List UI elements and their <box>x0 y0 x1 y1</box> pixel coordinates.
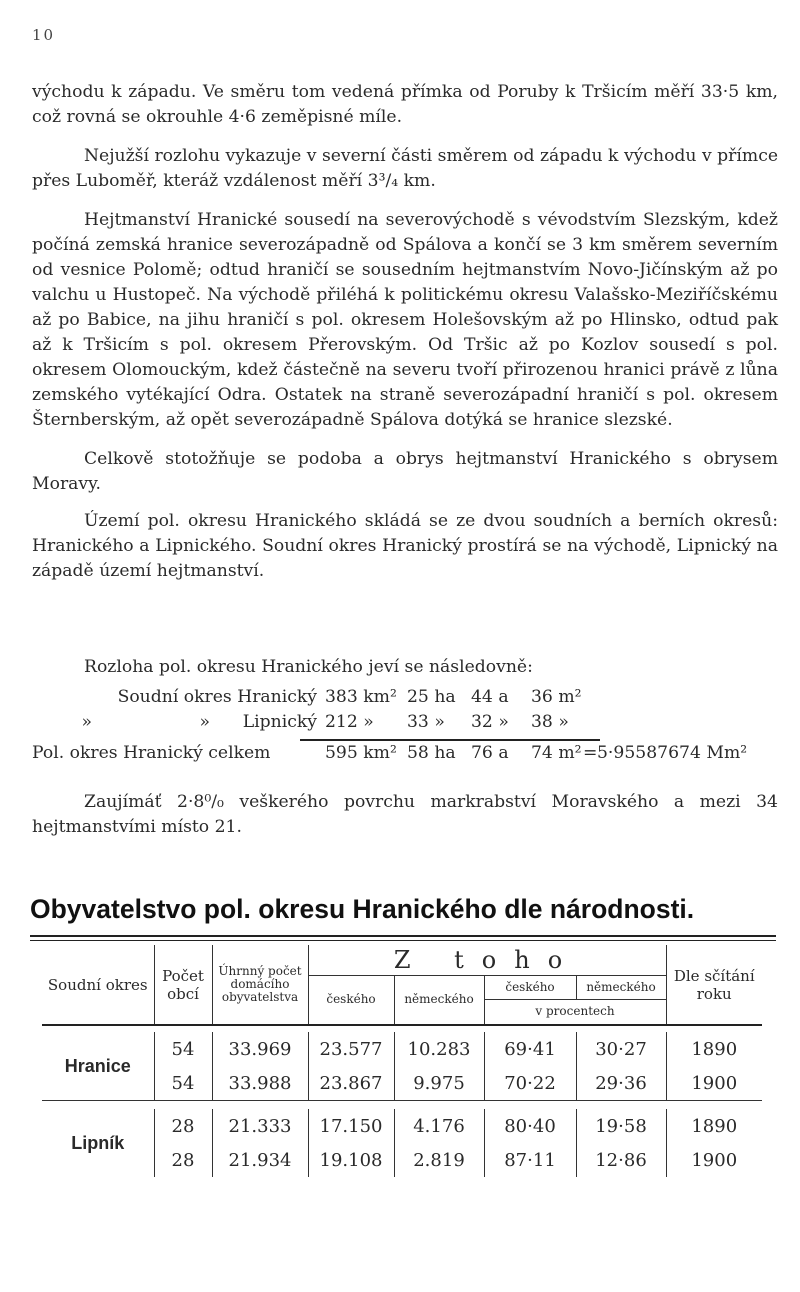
area-row2-km2: 212 » <box>325 712 374 732</box>
header-uhrnny: Úhrnný počet domácího obyvatelstva <box>212 945 308 1025</box>
header-soudni-okres: Soudní okres <box>47 975 148 994</box>
area-row-lipnicky <box>32 710 778 735</box>
area-total-a: 76 a <box>471 743 509 763</box>
table-top-rule-thin <box>30 940 776 941</box>
cell-obci: 54 <box>154 1066 212 1101</box>
paragraph-4: Celkově stotožňuje se podoba a obrys hejtmanství Hranického s obrysem Moravy. <box>32 449 778 494</box>
area-total-mm2: 5·95587674 Mm² <box>597 743 748 763</box>
table-row <box>42 1032 762 1066</box>
area-row2-m2: 38 » <box>531 712 569 732</box>
area-total-ha: 58 ha <box>407 743 456 763</box>
header-dle-scitani: Dle sčítání roku <box>666 945 762 1025</box>
area-row2-ditto-1: » <box>81 712 92 732</box>
header-z-toho: Z toho <box>308 945 666 975</box>
table-top-rule <box>30 935 776 937</box>
cell-de-pct: 12·86 <box>576 1143 666 1177</box>
header-nemeckeho-pct: německého <box>576 975 666 999</box>
header-ceskeho-pct: českého <box>484 975 576 999</box>
area-row2-a: 32 » <box>471 712 509 732</box>
area-total-label: Pol. okres Hranický celkem <box>32 743 271 763</box>
cell-cz: 23.867 <box>308 1066 394 1101</box>
area-total-equals: = <box>583 743 598 763</box>
area-row2-label: Lipnický <box>242 712 317 732</box>
header-v-procentech: v procentech <box>484 999 666 1025</box>
area-summary <box>32 655 778 766</box>
cell-cz: 23.577 <box>308 1032 394 1066</box>
cell-rok: 1900 <box>666 1143 762 1177</box>
paragraph-2: Nejužší rozlohu vykazuje v severní části směrem od západu k východu v přímce přes Luboměř, kteráž vzdálenost měří 3³/₄ km. <box>32 146 778 191</box>
paragraph-3: Hejtmanství Hranické sousedí na severovýchodě s vévodstvím Slezským, kdež počíná zemská hranice severozápadně od Spálova a končí se 3 km směrem severním od vesnice Polomě; odtud hraničí se sousedním hejtmanstvím Novo-Jičínským až po valchu u Hustopeč. Na východě přiléhá k politickému okresu Valašsko-Meziříčskému až po Babice, na jihu hraničí s pol. okresem Holešovským až po Hlinsko, odtud pak až k Tršicím s pol. okresem Přerovským. Od Tršic až po Kozlov sousedí s pol. okresem Olomouckým, kdež částečně na severu tvoří přirozenou hranici právě z lůna zemského vytékající Odra. Ostatek na straně severozápadní hraničí s pol. okresem Šternberským, až opět severozápadně Spálova dotýká se hranice slezské. <box>32 210 778 430</box>
area-row1-a: 44 a <box>471 687 509 707</box>
cell-cz-pct: 69·41 <box>484 1032 576 1066</box>
header-ceskeho: českého <box>308 975 394 1025</box>
header-pocet-obci: Počet obcí <box>154 945 212 1025</box>
area-row1-m2: 36 m² <box>531 687 582 707</box>
page-number: 10 <box>32 26 56 44</box>
paragraph-6: Zaujímáť 2·8⁰/₀ veškerého povrchu markrabství Moravského a mezi 34 hejtmanstvími místo 21. <box>32 792 778 837</box>
district-hranice: Hranice <box>64 1055 131 1076</box>
nationality-table <box>42 945 762 1177</box>
area-row2-ditto-2: » <box>199 712 210 732</box>
cell-de-pct: 29·36 <box>576 1066 666 1101</box>
cell-obci: 28 <box>154 1109 212 1143</box>
cell-cz: 19.108 <box>308 1143 394 1177</box>
body-text <box>32 80 778 598</box>
cell-de: 2.819 <box>394 1143 484 1177</box>
table-row <box>42 1109 762 1143</box>
district-lipnik: Lipník <box>71 1132 125 1153</box>
paragraph-5: Území pol. okresu Hranického skládá se ze dvou soudních a berních okresů: Hranického a Lipnického. Soudní okres Hranický prostírá se na východě, Lipnický na západě území hejtmanství. <box>32 511 778 581</box>
cell-rok: 1890 <box>666 1032 762 1066</box>
paragraph-1: východu k západu. Ve směru tom vedená přímka od Poruby k Tršicím měří 33·5 km, což rovná se okrouhle 4·6 zeměpisné míle. <box>32 82 778 127</box>
cell-de-pct: 30·27 <box>576 1032 666 1066</box>
area-sum-rule <box>300 739 600 741</box>
cell-uhrnny: 21.934 <box>212 1143 308 1177</box>
area-total-km2: 595 km² <box>325 743 397 763</box>
cell-uhrnny: 33.988 <box>212 1066 308 1101</box>
cell-cz-pct: 80·40 <box>484 1109 576 1143</box>
area-row1-label: Soudní okres Hranický <box>117 687 317 707</box>
area-total-m2: 74 m² <box>531 743 582 763</box>
cell-obci: 28 <box>154 1143 212 1177</box>
area-row-hranicky <box>32 685 778 710</box>
area-heading: Rozloha pol. okresu Hranického jeví se následovně: <box>84 657 533 677</box>
cell-de: 9.975 <box>394 1066 484 1101</box>
cell-de: 4.176 <box>394 1109 484 1143</box>
area-row2-ha: 33 » <box>407 712 445 732</box>
cell-uhrnny: 21.333 <box>212 1109 308 1143</box>
cell-obci: 54 <box>154 1032 212 1066</box>
cell-rok: 1890 <box>666 1109 762 1143</box>
cell-uhrnny: 33.969 <box>212 1032 308 1066</box>
area-row1-km2: 383 km² <box>325 687 397 707</box>
cell-de-pct: 19·58 <box>576 1109 666 1143</box>
area-row-total <box>32 741 778 766</box>
header-nemeckeho: německého <box>394 975 484 1025</box>
cell-rok: 1900 <box>666 1066 762 1101</box>
cell-cz-pct: 70·22 <box>484 1066 576 1101</box>
cell-cz: 17.150 <box>308 1109 394 1143</box>
cell-de: 10.283 <box>394 1032 484 1066</box>
area-row1-ha: 25 ha <box>407 687 456 707</box>
section-title: Obyvatelstvo pol. okresu Hranického dle národnosti. <box>30 894 695 924</box>
cell-cz-pct: 87·11 <box>484 1143 576 1177</box>
